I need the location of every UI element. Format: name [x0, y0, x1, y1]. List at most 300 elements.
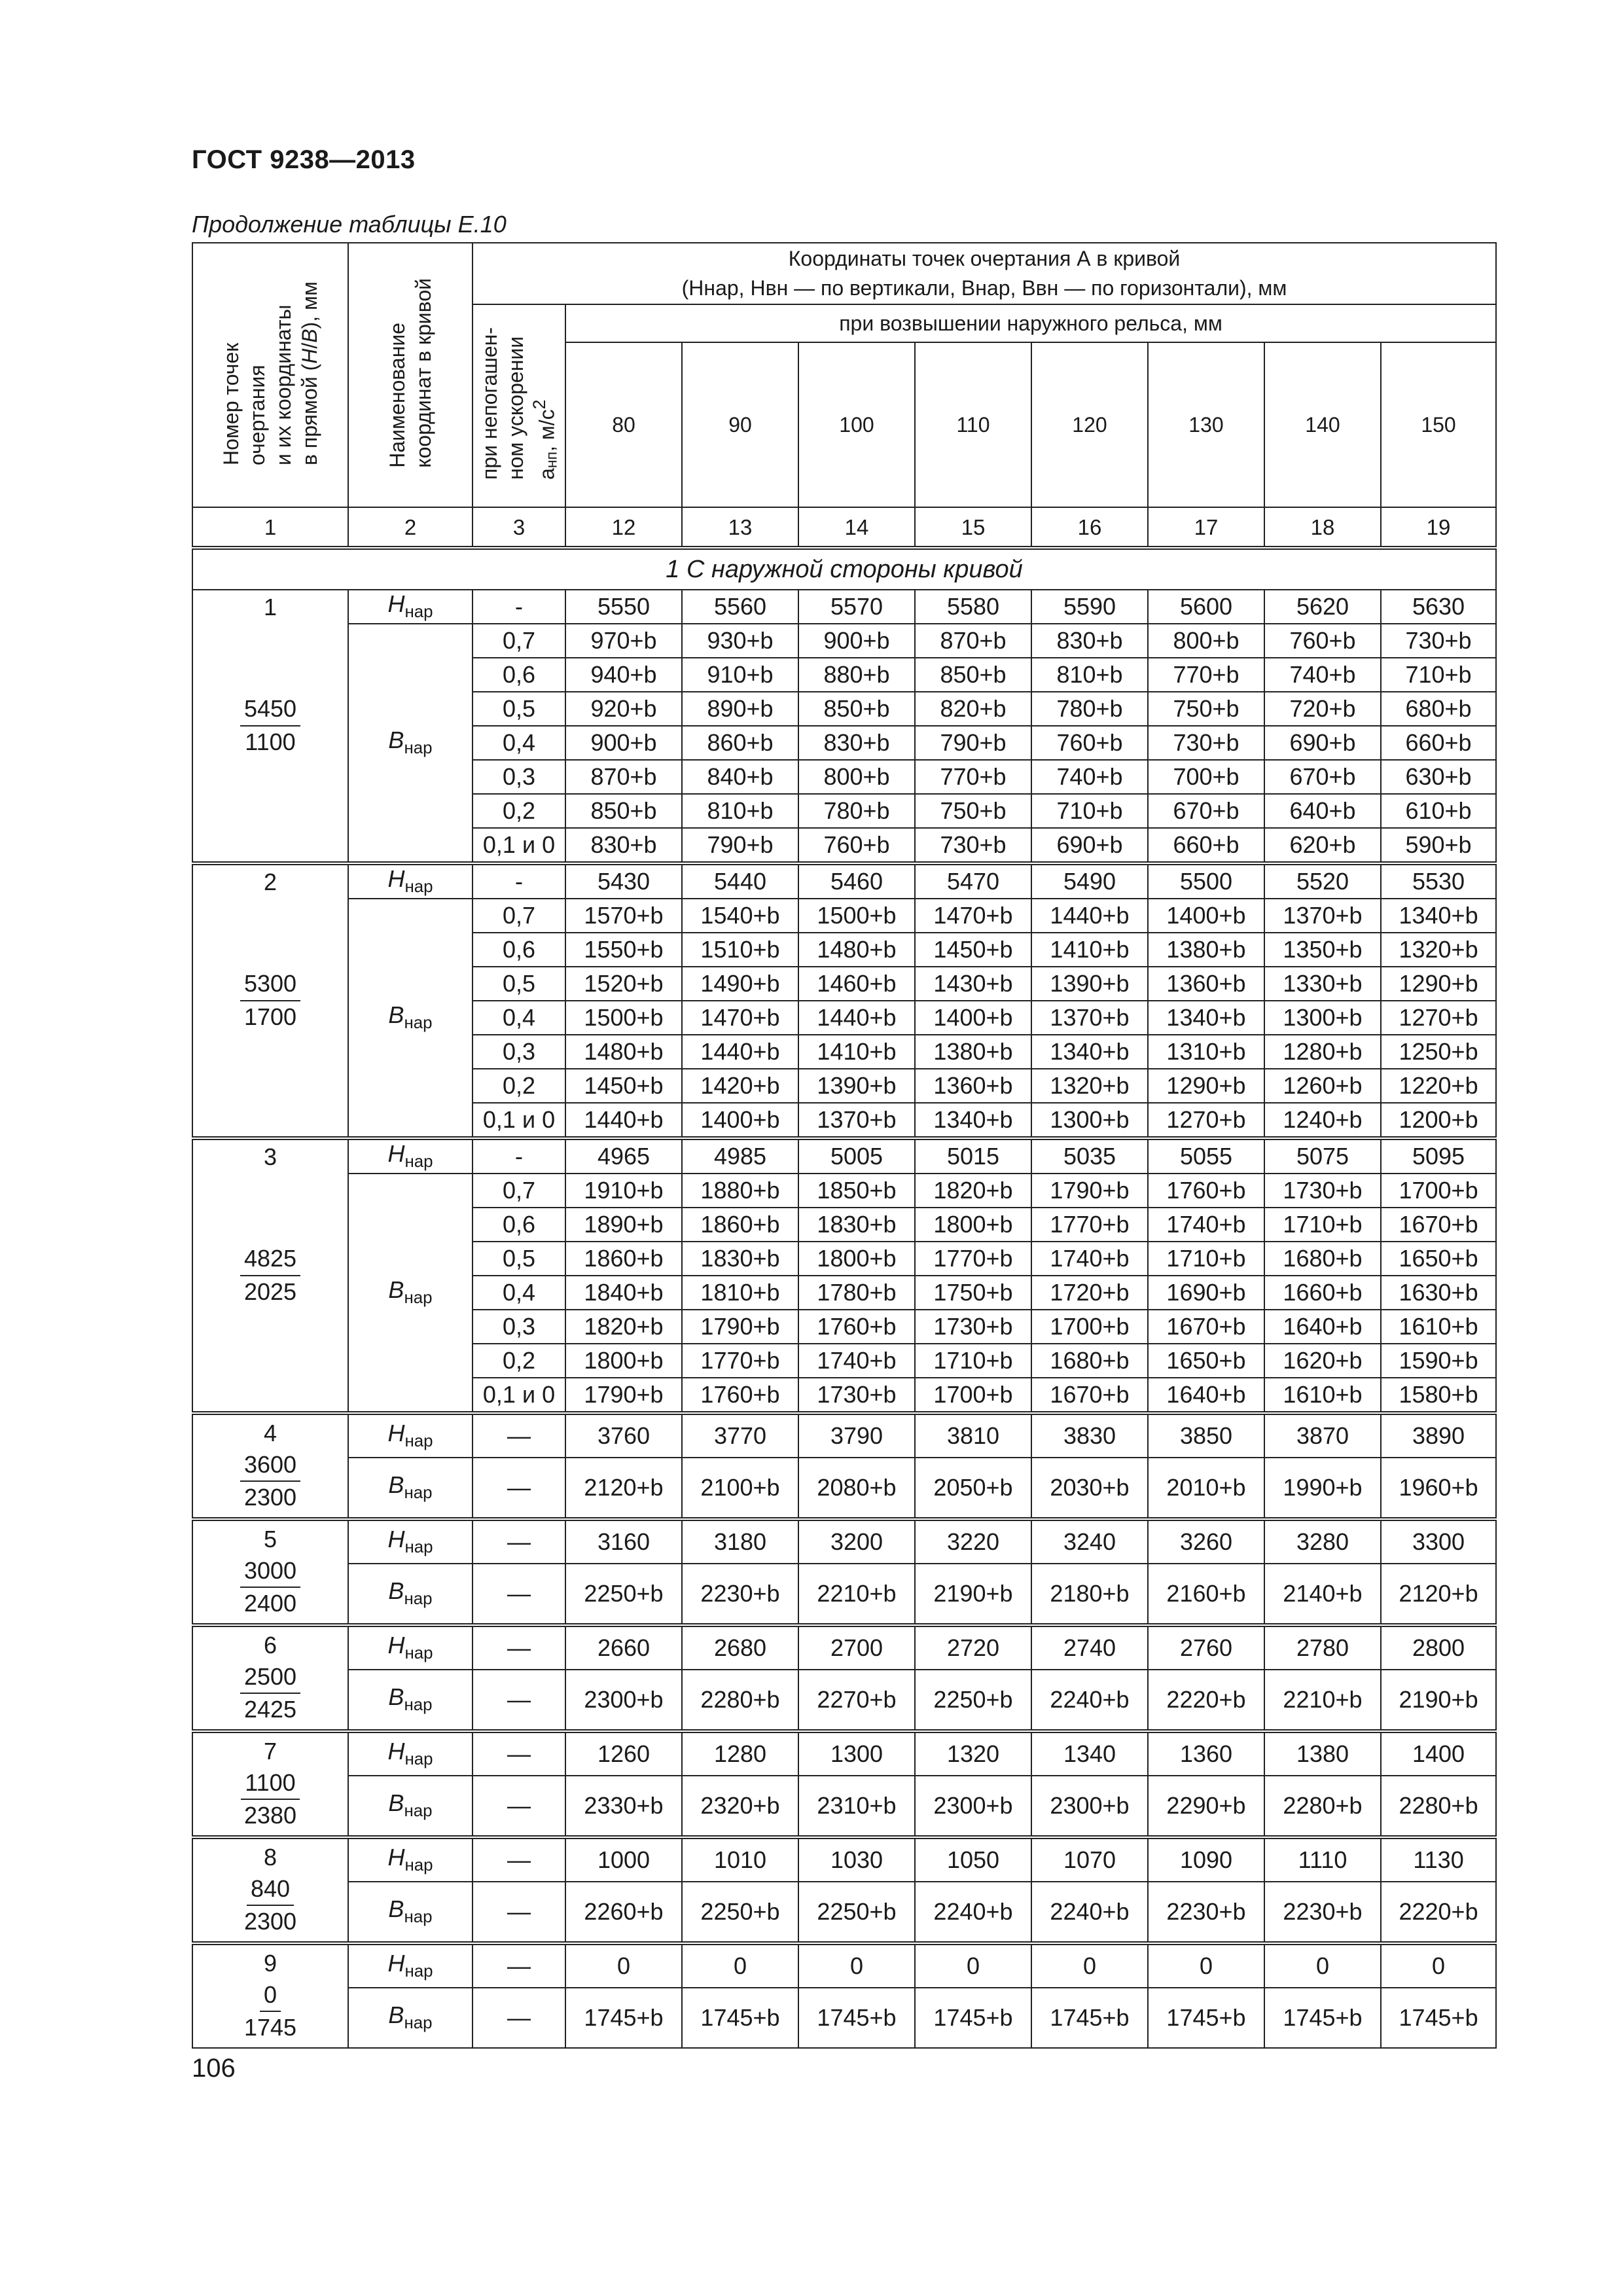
point-fraction	[240, 1661, 300, 1726]
column-number: 15	[915, 507, 1031, 547]
point-number: 9	[263, 1950, 277, 1977]
point-number-cell	[192, 865, 348, 1137]
value-cell: 2700	[798, 1626, 915, 1670]
value-cell: 1745+b	[1264, 1988, 1381, 2048]
table-caption: Продолжение таблицы Е.10	[192, 211, 507, 238]
value-cell: 2120+b	[1381, 1564, 1496, 1624]
value-cell: 1320+b	[1381, 933, 1496, 967]
value-cell: 1710+b	[915, 1344, 1031, 1378]
value-cell: 3180	[682, 1520, 798, 1564]
value-cell: 1250+b	[1381, 1035, 1496, 1069]
value-cell: 5500	[1148, 865, 1264, 899]
acceleration-cell: 0,6	[473, 933, 565, 967]
table-row	[192, 1988, 1496, 2048]
value-cell: 1270+b	[1381, 1001, 1496, 1035]
value-cell: 2080+b	[798, 1458, 915, 1518]
header-group: Координаты точек очертания А в кривой (Hнар, Hвн — по вертикали, Bнар, Bвн — по горизонтали), мм	[473, 243, 1496, 304]
value-cell: 610+b	[1381, 794, 1496, 828]
value-cell: 3300	[1381, 1520, 1496, 1564]
value-cell: 1680+b	[1031, 1344, 1148, 1378]
value-cell: 1730+b	[798, 1378, 915, 1412]
value-cell: 2280+b	[1381, 1776, 1496, 1836]
value-cell: 1280	[682, 1732, 798, 1776]
value-cell: 1740+b	[1031, 1242, 1148, 1276]
value-cell: 5460	[798, 865, 915, 899]
value-cell: 780+b	[1031, 692, 1148, 726]
value-cell: 750+b	[1148, 692, 1264, 726]
value-cell: 1460+b	[798, 967, 915, 1001]
value-cell: 3770	[682, 1414, 798, 1458]
coordinate-name-cell	[348, 1458, 473, 1518]
acceleration-cell: 0,2	[473, 1344, 565, 1378]
point-number-cell	[192, 1520, 348, 1624]
fraction-denominator: 2380	[243, 1802, 297, 1829]
value-cell: 1400	[1381, 1732, 1496, 1776]
value-cell: 750+b	[915, 794, 1031, 828]
value-cell: 5530	[1381, 865, 1496, 899]
fraction-numerator: 5450	[240, 693, 300, 726]
value-cell: 2680	[682, 1626, 798, 1670]
fraction-numerator: 3600	[240, 1449, 300, 1482]
value-cell: 1400+b	[1148, 899, 1264, 933]
value-cell: 840+b	[682, 760, 798, 794]
value-cell: 2260+b	[565, 1882, 682, 1942]
value-cell: 1710+b	[1148, 1242, 1264, 1276]
value-cell: 1990+b	[1264, 1458, 1381, 1518]
acceleration-cell: 0,2	[473, 794, 565, 828]
acceleration-cell: —	[473, 1732, 565, 1776]
coordinate-symbol: B	[388, 1001, 404, 1029]
coordinate-subscript: нар	[404, 1962, 433, 1981]
value-cell: 0	[798, 1945, 915, 1988]
value-cell: 1670+b	[1381, 1208, 1496, 1242]
table-row	[192, 1882, 1496, 1942]
value-cell: 660+b	[1381, 726, 1496, 760]
value-cell: 2310+b	[798, 1776, 915, 1836]
table-row	[192, 1564, 1496, 1624]
value-cell: 2030+b	[1031, 1458, 1148, 1518]
coordinate-subscript: нар	[404, 1695, 433, 1714]
point-number: 2	[263, 869, 277, 895]
value-cell: 0	[565, 1945, 682, 1988]
value-cell: 1800+b	[798, 1242, 915, 1276]
coordinate-subscript: нар	[404, 1907, 433, 1926]
point-number-cell	[192, 1626, 348, 1730]
acceleration-cell: 0,5	[473, 967, 565, 1001]
coordinate-symbol: B	[388, 726, 404, 754]
value-cell: 0	[1031, 1945, 1148, 1988]
point-number: 8	[263, 1844, 277, 1871]
fraction-denominator: 2025	[243, 1278, 297, 1305]
value-cell: 2300+b	[915, 1776, 1031, 1836]
table-row	[192, 1458, 1496, 1518]
value-cell: 1440+b	[682, 1035, 798, 1069]
coordinate-name-cell	[348, 1988, 473, 2048]
value-cell: 760+b	[1031, 726, 1148, 760]
point-fraction	[244, 1979, 296, 2044]
value-cell: 5015	[915, 1139, 1031, 1174]
value-cell: 5560	[682, 590, 798, 624]
header-subgroup: при возвышении наружного рельса, мм	[565, 304, 1496, 342]
value-cell: 1110	[1264, 1839, 1381, 1882]
value-cell: 5440	[682, 865, 798, 899]
value-cell: 690+b	[1031, 828, 1148, 862]
coordinate-name-cell	[348, 1776, 473, 1836]
value-cell: 1830+b	[682, 1242, 798, 1276]
value-cell: 5095	[1381, 1139, 1496, 1174]
coordinate-symbol: B	[388, 1789, 404, 1817]
fraction-denominator: 2400	[243, 1590, 297, 1617]
acceleration-cell: —	[473, 1520, 565, 1564]
value-cell: 730+b	[1381, 624, 1496, 658]
coordinate-subscript: нар	[404, 1483, 433, 1502]
value-cell: 910+b	[682, 658, 798, 692]
elevation-header: 90	[682, 342, 798, 507]
value-cell: 1500+b	[565, 1001, 682, 1035]
value-cell: 1770+b	[682, 1344, 798, 1378]
coordinate-symbol: H	[387, 1632, 405, 1659]
value-cell: 2160+b	[1148, 1564, 1264, 1624]
value-cell: 3870	[1264, 1414, 1381, 1458]
value-cell: 850+b	[915, 658, 1031, 692]
value-cell: 5490	[1031, 865, 1148, 899]
value-cell: 700+b	[1148, 760, 1264, 794]
value-cell: 1750+b	[915, 1276, 1031, 1310]
page-number: 106	[192, 2054, 236, 2083]
value-cell: 730+b	[915, 828, 1031, 862]
value-cell: 1290+b	[1381, 967, 1496, 1001]
coordinate-symbol: H	[387, 1844, 405, 1871]
point-number: 4	[263, 1420, 277, 1446]
table-row	[192, 624, 1496, 658]
value-cell: 1370+b	[798, 1103, 915, 1137]
acceleration-cell: 0,1 и 0	[473, 1378, 565, 1412]
column-number: 13	[682, 507, 798, 547]
elevation-header: 120	[1031, 342, 1148, 507]
value-cell: 830+b	[565, 828, 682, 862]
coordinate-name-cell	[348, 624, 473, 862]
value-cell: 1820+b	[565, 1310, 682, 1344]
value-cell: 1830+b	[798, 1208, 915, 1242]
column-number: 1	[192, 507, 348, 547]
value-cell: 2190+b	[915, 1564, 1031, 1624]
value-cell: 1745+b	[565, 1988, 682, 2048]
table-row	[192, 1670, 1496, 1730]
value-cell: 5620	[1264, 590, 1381, 624]
value-cell: 5590	[1031, 590, 1148, 624]
value-cell: 1440+b	[798, 1001, 915, 1035]
coordinate-subscript: нар	[404, 1152, 433, 1171]
value-cell: 4985	[682, 1139, 798, 1174]
value-cell: 4965	[565, 1139, 682, 1174]
value-cell: 2720	[915, 1626, 1031, 1670]
value-cell: 1800+b	[915, 1208, 1031, 1242]
value-cell: 1070	[1031, 1839, 1148, 1882]
value-cell: 1430+b	[915, 967, 1031, 1001]
acceleration-cell: —	[473, 1670, 565, 1730]
coordinate-name-cell	[348, 899, 473, 1137]
value-cell: 1310+b	[1148, 1035, 1264, 1069]
column-number: 18	[1264, 507, 1381, 547]
value-cell: 1520+b	[565, 967, 682, 1001]
point-fraction	[240, 1555, 300, 1620]
value-cell: 3200	[798, 1520, 915, 1564]
acceleration-cell: —	[473, 1776, 565, 1836]
acceleration-cell: 0,1 и 0	[473, 828, 565, 862]
value-cell: 1580+b	[1381, 1378, 1496, 1412]
coordinate-name-cell	[348, 1732, 473, 1776]
value-cell: 790+b	[915, 726, 1031, 760]
coordinate-name-cell	[348, 1839, 473, 1882]
value-cell: 3160	[565, 1520, 682, 1564]
value-cell: 2320+b	[682, 1776, 798, 1836]
point-number: 3	[263, 1143, 277, 1170]
value-cell: 1200+b	[1381, 1103, 1496, 1137]
acceleration-cell: -	[473, 590, 565, 624]
coordinate-symbol: H	[387, 1140, 405, 1168]
point-number-cell	[192, 1139, 348, 1412]
value-cell: 2240+b	[1031, 1882, 1148, 1942]
coordinate-symbol: B	[388, 1577, 404, 1605]
table-row	[192, 1839, 1496, 1882]
value-cell: 1730+b	[1264, 1174, 1381, 1208]
value-cell: 900+b	[798, 624, 915, 658]
value-cell: 1340+b	[915, 1103, 1031, 1137]
value-cell: 820+b	[915, 692, 1031, 726]
elevation-header: 100	[798, 342, 915, 507]
coordinate-subscript: нар	[404, 1643, 433, 1662]
acceleration-cell: 0,6	[473, 658, 565, 692]
acceleration-cell: 0,4	[473, 726, 565, 760]
value-cell: 1350+b	[1264, 933, 1381, 967]
value-cell: 1770+b	[915, 1242, 1031, 1276]
value-cell: 690+b	[1264, 726, 1381, 760]
fraction-numerator: 2500	[240, 1661, 300, 1695]
acceleration-cell: 0,4	[473, 1001, 565, 1035]
value-cell: 1300+b	[1031, 1103, 1148, 1137]
acceleration-cell: —	[473, 1414, 565, 1458]
value-cell: 2210+b	[798, 1564, 915, 1624]
value-cell: 810+b	[682, 794, 798, 828]
acceleration-cell: —	[473, 1458, 565, 1518]
value-cell: 2210+b	[1264, 1670, 1381, 1730]
acceleration-cell: —	[473, 1839, 565, 1882]
table-row	[192, 590, 1496, 624]
value-cell: 710+b	[1031, 794, 1148, 828]
value-cell: 890+b	[682, 692, 798, 726]
value-cell: 830+b	[798, 726, 915, 760]
value-cell: 1760+b	[682, 1378, 798, 1412]
value-cell: 5630	[1381, 590, 1496, 624]
column-number: 3	[473, 507, 565, 547]
value-cell: 1500+b	[798, 899, 915, 933]
value-cell: 1220+b	[1381, 1069, 1496, 1103]
acceleration-cell: 0,7	[473, 1174, 565, 1208]
acceleration-cell: 0,1 и 0	[473, 1103, 565, 1137]
fraction-numerator: 0	[260, 1979, 281, 2013]
point-number-cell	[192, 1414, 348, 1518]
value-cell: 2300+b	[1031, 1776, 1148, 1836]
point-number: 7	[263, 1738, 277, 1765]
value-cell: 1380+b	[915, 1035, 1031, 1069]
value-cell: 2740	[1031, 1626, 1148, 1670]
value-cell: 1620+b	[1264, 1344, 1381, 1378]
fraction-numerator: 5300	[240, 968, 300, 1001]
value-cell: 2290+b	[1148, 1776, 1264, 1836]
coordinate-name-cell	[348, 1945, 473, 1988]
point-fraction	[244, 1873, 296, 1938]
value-cell: 0	[1148, 1945, 1264, 1988]
table-row	[192, 1732, 1496, 1776]
value-cell: 1360+b	[915, 1069, 1031, 1103]
acceleration-cell: 0,5	[473, 692, 565, 726]
value-cell: 1450+b	[565, 1069, 682, 1103]
value-cell: 1780+b	[798, 1276, 915, 1310]
value-cell: 730+b	[1148, 726, 1264, 760]
value-cell: 1440+b	[565, 1103, 682, 1137]
coordinate-subscript: нар	[404, 877, 433, 896]
value-cell: 1390+b	[798, 1069, 915, 1103]
value-cell: 870+b	[915, 624, 1031, 658]
value-cell: 1790+b	[565, 1378, 682, 1412]
value-cell: 5005	[798, 1139, 915, 1174]
value-cell: 3220	[915, 1520, 1031, 1564]
value-cell: 1610+b	[1381, 1310, 1496, 1344]
acceleration-cell: -	[473, 865, 565, 899]
fraction-numerator: 4825	[240, 1243, 300, 1276]
value-cell: 590+b	[1381, 828, 1496, 862]
value-cell: 1790+b	[1031, 1174, 1148, 1208]
value-cell: 2270+b	[798, 1670, 915, 1730]
coordinate-name-cell	[348, 1670, 473, 1730]
fraction-numerator: 3000	[240, 1555, 300, 1588]
document-title: ГОСТ 9238—2013	[192, 145, 416, 174]
table-row	[192, 1945, 1496, 1988]
value-cell: 1510+b	[682, 933, 798, 967]
value-cell: 1745+b	[798, 1988, 915, 2048]
coordinate-name-cell	[348, 1174, 473, 1412]
value-cell: 1700+b	[1031, 1310, 1148, 1344]
value-cell: 1010	[682, 1839, 798, 1882]
coordinate-name-cell	[348, 590, 473, 624]
coordinate-subscript: нар	[404, 1856, 433, 1874]
acceleration-cell: —	[473, 1626, 565, 1670]
value-cell: 1330+b	[1264, 967, 1381, 1001]
value-cell: 2800	[1381, 1626, 1496, 1670]
value-cell: 5600	[1148, 590, 1264, 624]
value-cell: 1820+b	[915, 1174, 1031, 1208]
value-cell: 5580	[915, 590, 1031, 624]
point-number: 1	[263, 594, 277, 620]
value-cell: 1890+b	[565, 1208, 682, 1242]
value-cell: 930+b	[682, 624, 798, 658]
elevation-header: 150	[1381, 342, 1496, 507]
coordinate-subscript: нар	[404, 1589, 433, 1608]
coordinate-subscript: нар	[404, 1749, 433, 1768]
value-cell: 2280+b	[1264, 1776, 1381, 1836]
point-fraction	[240, 693, 300, 758]
coordinate-symbol: B	[388, 1895, 404, 1923]
value-cell: 2240+b	[1031, 1670, 1148, 1730]
value-cell: 1670+b	[1148, 1310, 1264, 1344]
acceleration-cell: 0,3	[473, 1310, 565, 1344]
acceleration-cell: 0,2	[473, 1069, 565, 1103]
value-cell: 1840+b	[565, 1276, 682, 1310]
value-cell: 900+b	[565, 726, 682, 760]
value-cell: 1380+b	[1148, 933, 1264, 967]
value-cell: 2660	[565, 1626, 682, 1670]
value-cell: 1280+b	[1264, 1035, 1381, 1069]
value-cell: 1630+b	[1381, 1276, 1496, 1310]
value-cell: 0	[915, 1945, 1031, 1988]
value-cell: 1360+b	[1148, 967, 1264, 1001]
value-cell: 1470+b	[915, 899, 1031, 933]
value-cell: 1770+b	[1031, 1208, 1148, 1242]
coordinate-name-cell	[348, 1564, 473, 1624]
table-row	[192, 1776, 1496, 1836]
elevation-header: 80	[565, 342, 682, 507]
value-cell: 2010+b	[1148, 1458, 1264, 1518]
value-cell: 1000	[565, 1839, 682, 1882]
value-cell: 670+b	[1148, 794, 1264, 828]
value-cell: 2760	[1148, 1626, 1264, 1670]
value-cell: 1910+b	[565, 1174, 682, 1208]
value-cell: 1680+b	[1264, 1242, 1381, 1276]
value-cell: 810+b	[1031, 658, 1148, 692]
value-cell: 2220+b	[1381, 1882, 1496, 1942]
value-cell: 1740+b	[798, 1344, 915, 1378]
value-cell: 740+b	[1031, 760, 1148, 794]
point-fraction	[241, 1767, 299, 1832]
coordinate-name-cell	[348, 1882, 473, 1942]
value-cell: 780+b	[798, 794, 915, 828]
value-cell: 1700+b	[915, 1378, 1031, 1412]
value-cell: 1340+b	[1381, 899, 1496, 933]
column-number: 16	[1031, 507, 1148, 547]
value-cell: 790+b	[682, 828, 798, 862]
value-cell: 1400+b	[915, 1001, 1031, 1035]
point-number: 5	[263, 1526, 277, 1552]
value-cell: 2050+b	[915, 1458, 1031, 1518]
value-cell: 1370+b	[1031, 1001, 1148, 1035]
value-cell: 1260+b	[1264, 1069, 1381, 1103]
elevation-header: 130	[1148, 342, 1264, 507]
value-cell: 2250+b	[915, 1670, 1031, 1730]
value-cell: 2250+b	[682, 1882, 798, 1942]
value-cell: 1030	[798, 1839, 915, 1882]
value-cell: 1370+b	[1264, 899, 1381, 933]
header-coordinate-name: Наименование координат в кривой	[348, 243, 473, 507]
value-cell: 1260	[565, 1732, 682, 1776]
value-cell: 770+b	[1148, 658, 1264, 692]
value-cell: 3280	[1264, 1520, 1381, 1564]
fraction-numerator: 1100	[241, 1767, 299, 1801]
value-cell: 1290+b	[1148, 1069, 1264, 1103]
coordinate-name-cell	[348, 865, 473, 899]
value-cell: 620+b	[1264, 828, 1381, 862]
value-cell: 3260	[1148, 1520, 1264, 1564]
value-cell: 1470+b	[682, 1001, 798, 1035]
value-cell: 920+b	[565, 692, 682, 726]
value-cell: 1540+b	[682, 899, 798, 933]
value-cell: 1320+b	[1031, 1069, 1148, 1103]
table-row	[192, 899, 1496, 933]
acceleration-cell: —	[473, 1988, 565, 2048]
value-cell: 1340+b	[1031, 1035, 1148, 1069]
value-cell: 640+b	[1264, 794, 1381, 828]
value-cell: 740+b	[1264, 658, 1381, 692]
point-number: 6	[263, 1632, 277, 1659]
